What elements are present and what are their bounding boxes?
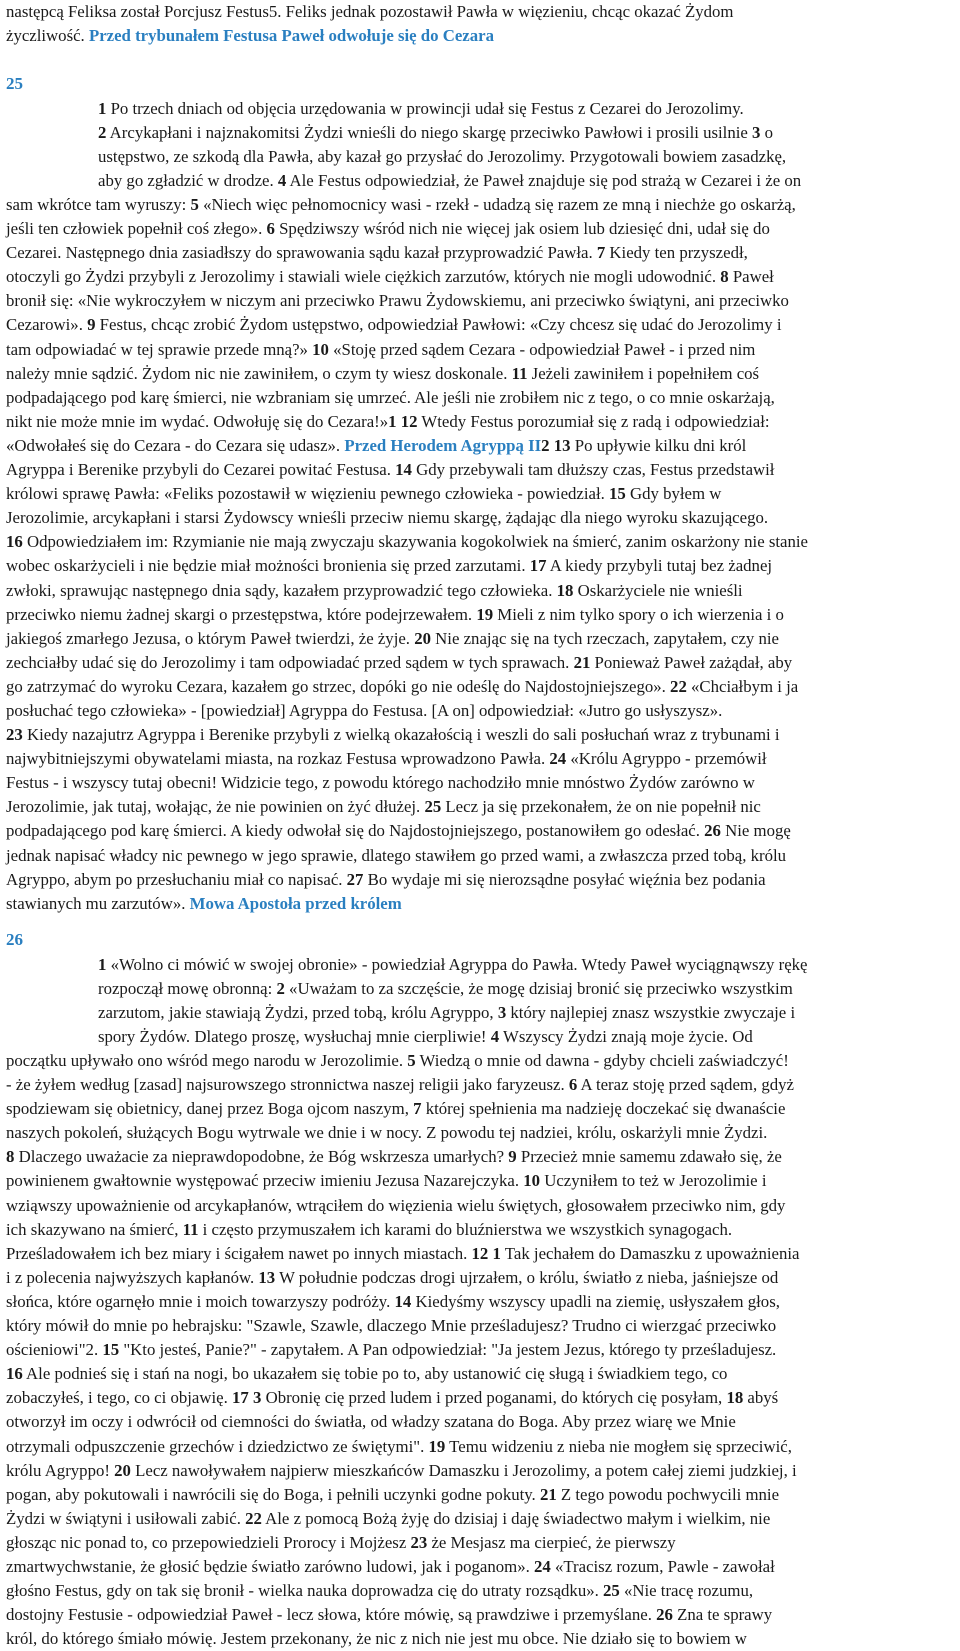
text-line: otrzymali odpuszczenie grzechów i dziedzictwo ze świętymi". 19 Temu widzeniu z nieba nie mogłem się sprzeciwić, bbox=[6, 1436, 792, 1456]
text-line: podpadającego pod karę śmierci. A kiedy odwołał się do Najdostojniejszego, postanowiłem go odesłać. 26 Nie mogę bbox=[6, 821, 791, 841]
intro-paragraph bbox=[6, 0, 956, 48]
text-line: otworzył im oczy i odwrócił od ciemności do światła, od władzy szatana do Boga. Aby przez wiarę we Mnie bbox=[6, 1412, 736, 1432]
text-line: 2 Arcykapłani i najznakomitsi Żydzi wnieśli do niego skargę przeciwko Pawłowi i prosili usilnie 3 o bbox=[98, 123, 774, 143]
chapter-label: 26 bbox=[6, 930, 23, 949]
text-line: słońca, które ogarnęło mnie i moich towarzyszy podróży. 14 Kiedyśmy wszyscy upadli na ziemię, usłyszałem głos, bbox=[6, 1291, 780, 1311]
text-line: posłuchać tego człowieka» - [powiedział] Agryppa do Festusa. [A on] odpowiedział: «Jutro go usłyszysz». bbox=[6, 700, 723, 720]
text-line: spodziewam się obietnicy, danej przez Boga ojcom naszym, 7 której spełnienia ma nadzieję doczekać się dwanaście bbox=[6, 1099, 786, 1119]
text-line: naszych pokoleń, służących Bogu wytrwale we dnie i w nocy. Z powodu tej nadziei, królu, oskarżyli mnie Żydzi. bbox=[6, 1123, 768, 1143]
section-heading-mowa: Mowa Apostoła przed królem bbox=[189, 893, 402, 913]
text-line: pogan, aby pokutowali i nawrócili się do Boga, i pełnili uczynki godne pokuty. 21 Z tego powodu pochwycili mnie bbox=[6, 1484, 780, 1504]
section-heading-herod: Przed Herodem Agryppą II bbox=[344, 435, 542, 455]
text-line: spory Żydów. Dlatego proszę, wysłuchaj mnie cierpliwie! 4 Wszyscy Żydzi znają moje życie. Od bbox=[98, 1027, 753, 1047]
text-line: wziąwszy upoważnienie od arcykapłanów, wtrąciłem do więzienia wielu świętych, głosowałem przeciwko nim, gdy bbox=[6, 1195, 786, 1215]
text-line: rozpoczął mowę obronną: 2 «Uważam to za szczęście, że mogę dzisiaj bronić się przeciwko wszystkim bbox=[98, 979, 793, 999]
text-line: - że żyłem według [zasad] najsurowszego stronnictwa naszej religii jako faryzeusz. 6 A teraz stoję przed sądem, gdyż bbox=[6, 1075, 794, 1095]
text-line: królu Agryppo! 20 Lecz nawoływałem najpierw mieszkańców Damaszku i Jerozolimy, a potem całej ziemi judzkiej, i bbox=[6, 1460, 797, 1480]
text-line: zwłoki, sprawując następnego dnia sądy, kazałem przyprowadzić tego człowieka. 18 Oskarżyciele nie wnieśli bbox=[6, 580, 743, 600]
text-line: bronił się: «Nie wykroczyłem w niczym ani przeciwko Prawu Żydowskiemu, ani przeciwko świątyni, ani przeciwko bbox=[6, 291, 789, 311]
text-line: król, do którego śmiało mówię. Jestem przekonany, że nic z nich nie jest mu obce. Nie działo się to bowiem w bbox=[6, 1629, 747, 1649]
text-line: początku upływało ono wśród mego narodu w Jerozolimie. 5 Wiedzą o mnie od dawna - gdyby chcieli zaświadczyć! bbox=[6, 1051, 789, 1070]
text-line: i z polecenia najwyższych kapłanów. 13 W południe podczas drogi ujrzałem, o królu, światło z nieba, jaśniejsze od bbox=[6, 1267, 779, 1287]
text-line: jednak napisać władcy nic pewnego w jego sprawie, dlatego stawiłem go przed wami, a zwłaszcza przed tobą, królu bbox=[6, 845, 787, 865]
text-line: który mówił do mnie po hebrajsku: "Szawle, Szawle, dlaczego Mnie prześladujesz? Trudno ci wierzgać przeciwko bbox=[6, 1316, 777, 1336]
text-line-part: 2 13 Po upływie kilku dni król bbox=[541, 435, 747, 455]
text-line: ustępstwo, ze szkodą dla Pawła, aby kazał go przysłać do Jerozolimy. Przygotowali bowiem zasadzkę, bbox=[98, 147, 787, 167]
text-line: następcą Feliksa został Porcjusz Festus5. Feliks jednak pozostawił Pawła w więzieniu, chcąc okazać Żydom bbox=[6, 2, 734, 21]
text-line: najwybitniejszymi obywatelami miasta, na rozkaz Festusa wprowadzono Pawła. 24 «Królu Agryppo - przemówił bbox=[6, 749, 767, 769]
text-line-part: «Odwołałeś się do Cezara - do Cezara się udasz». bbox=[6, 435, 341, 455]
text-line: go zatrzymać do wyroku Cezara, kazałem go strzec, dopóki go nie odeślę do Najdostojniejszego». 22 «Chciałbym i ja bbox=[6, 676, 799, 696]
chapter-26-indented bbox=[98, 953, 960, 1049]
text-line: głośno Festus, gdy on tak się bronił - wielka nauka doprowadza cię do utraty rozsądku». 25 «Nie tracę rozumu, bbox=[6, 1581, 754, 1601]
text-line: zmartwychwstanie, że głosić będzie światło zarówno ludowi, jak i poganom». 24 «Tracisz rozum, Pawle - zawołał bbox=[6, 1556, 775, 1576]
text-line: Agryppo, abym po przesłuchaniu miał co napisać. 27 Bo wydaje mi się nierozsądne posyłać więźnia bez podania bbox=[6, 869, 766, 889]
text-line bbox=[6, 24, 956, 48]
text-line: 16 Odpowiedziałem im: Rzymianie nie mają zwyczaju skazywania kogokolwiek na śmierć, zanim oskarżony nie stanie bbox=[6, 532, 808, 552]
chapter-25-indented bbox=[98, 97, 960, 193]
chapter-number-25 bbox=[6, 72, 956, 96]
text-line: aby go zgładzić w drodze. 4 Ale Festus odpowiedział, że Paweł znajduje się pod strażą w Cezarei i że on bbox=[98, 171, 802, 191]
text-line: ich skazywano na śmierć, 11 i często przymuszałem ich karami do bluźnierstwa we wszystkich synagogach. bbox=[6, 1219, 733, 1239]
text-line: Agryppa i Berenike przybyli do Cezarei powitać Festusa. 14 Gdy przebywali tam dłuższy czas, Festus przedstawił bbox=[6, 460, 775, 480]
text-line: 23 Kiedy nazajutrz Agryppa i Berenike przybyli z wielką okazałością i weszli do sali posłuchań wraz z trybunami i bbox=[6, 725, 780, 745]
text-line: Jerozolimie, jak tutaj, wołając, że nie powinien on żyć dłużej. 25 Lecz ja się przekonałem, że on nie popełnił nic bbox=[6, 797, 761, 817]
text-line: Prześladowałem ich bez miary i ścigałem nawet po innych miastach. 12 1 Tak jechałem do Damaszku z upoważnienia bbox=[6, 1243, 800, 1263]
text-line: 1 «Wolno ci mówić w swojej obronie» - powiedział Agryppa do Pawła. Wtedy Paweł wyciągnąwszy rękę bbox=[98, 955, 808, 974]
text-line-part: stawianych mu zarzutów». bbox=[6, 893, 186, 913]
chapter-label: 25 bbox=[6, 74, 23, 93]
text-line: przeciwko niemu żadnej skargi o przestępstwa, które podejrzewałem. 19 Mieli z nim tylko spory o ich wierzenia i o bbox=[6, 604, 784, 624]
text-line-part: życzliwość. bbox=[6, 26, 85, 46]
text-line: sam wkrótce tam wyruszy: 5 «Niech więc pełnomocnicy wasi - rzekł - udadzą się razem ze mną i niechże go oskarżą, bbox=[6, 195, 796, 214]
text-line: Cezarowi». 9 Festus, chcąc zrobić Żydom ustępstwo, odpowiedział Pawłowi: «Czy chcesz się udać do Jerozolimy i bbox=[6, 315, 782, 335]
text-line: królowi sprawę Pawła: «Feliks pozostawił w więzieniu pewnego człowieka - powiedział. 15 Gdy byłem w bbox=[6, 484, 722, 504]
text-line: zechciałby udać się do Jerozolimy i tam odpowiadać przed sądem w tych sprawach. 21 Ponieważ Paweł zażądał, aby bbox=[6, 652, 793, 672]
chapter-26-body bbox=[6, 1049, 956, 1651]
text-line: głosząc nic ponad to, co przepowiedzieli Prorocy i Mojżesz 23 że Mesjasz ma cierpieć, że pierwszy bbox=[6, 1532, 676, 1552]
text-line: należy mnie sądzić. Żydom nic nie zawiniłem, o czym ty wiesz doskonale. 11 Jeżeli zawiniłem i popełniłem coś bbox=[6, 363, 760, 383]
text-line: otoczyli go Żydzi przybyli z Jerozolimy i stawiali wiele ciężkich zarzutów, których nie mogli udowodnić. 8 Paweł bbox=[6, 267, 774, 287]
text-line: wobec oskarżycieli i nie będzie miał możności bronienia się przed zarzutami. 17 A kiedy przybyli tutaj bez żadnej bbox=[6, 556, 773, 576]
text-line bbox=[6, 892, 956, 916]
text-line: powinienem gwałtownie występować przeciw imieniu Jezusa Nazarejczyka. 10 Uczyniłem to też w Jerozolimie i bbox=[6, 1171, 767, 1191]
text-line bbox=[6, 434, 956, 458]
text-line: jakiegoś zmarłego Jezusa, o którym Paweł twierdzi, że żyje. 20 Nie znając się na tych rzeczach, zapytałem, czy nie bbox=[6, 628, 779, 648]
section-heading-festus: Przed trybunałem Festusa Paweł odwołuje się do Cezara bbox=[88, 26, 494, 46]
text-line: podpadającego pod karę śmierci, nie wzbraniam się umrzeć. Ale jeśli nie zrobiłem nic z tego, o co mnie oskarżają, bbox=[6, 387, 775, 407]
text-line: Jerozolimie, arcykapłani i starsi Żydowscy wnieśli przeciw niemu skargę, żądając dla niego wyroku skazującego. bbox=[6, 508, 769, 528]
chapter-25-body bbox=[6, 193, 956, 916]
text-line: 16 Ale podnieś się i stań na nogi, bo ukazałem się tobie po to, aby ustanowić cię sługą i świadkiem tego, co bbox=[6, 1364, 728, 1384]
text-line: 1 Po trzech dniach od objęcia urzędowania w prowincji udał się Festus z Cezarei do Jerozolimy. bbox=[98, 99, 744, 118]
text-line: tam odpowiadać w tej sprawie przede mną?» 10 «Stoję przed sądem Cezara - odpowiedział Paweł - i przed nim bbox=[6, 339, 756, 359]
chapter-number-26 bbox=[6, 928, 956, 952]
text-line: Żydzi w świątyni i usiłowali zabić. 22 Ale z pomocą Bożą żyję do dzisiaj i daję świadectwo małym i wielkim, nie bbox=[6, 1508, 771, 1528]
text-line: jeśli ten człowiek popełnił coś złego». 6 Spędziwszy wśród nich nie więcej jak osiem lub dziesięć dni, udał się do bbox=[6, 219, 770, 239]
text-line: dostojny Festusie - odpowiedział Paweł - lecz słowa, które mówię, są prawdziwe i przemyślane. 26 Zna te sprawy bbox=[6, 1605, 773, 1625]
text-line: ościeniowi"2. 15 "Kto jesteś, Panie?" - zapytałem. A Pan odpowiedział: "Ja jestem Jezus, którego ty prześladujesz. bbox=[6, 1340, 777, 1360]
text-line: Festus - i wszyscy tutaj obecni! Widzicie tego, z powodu którego nachodziło mnie mnóstwo Żydów zarówno w bbox=[6, 773, 755, 793]
text-line: nikt nie może mnie im wydać. Odwołuję się do Cezara!»1 12 Wtedy Festus porozumiał się z radą i odpowiedział: bbox=[6, 411, 770, 431]
text-line: zarzutom, jakie stawiają Żydzi, przed tobą, królu Agryppo, 3 który najlepiej znasz wszystkie zwyczaje i bbox=[98, 1003, 796, 1023]
text-line: zobaczyłeś, i tego, co ci objawię. 17 3 Obronię cię przed ludem i przed poganami, do których cię posyłam, 18 abyś bbox=[6, 1388, 779, 1408]
text-line: Cezarei. Następnego dnia zasiadłszy do sprawowania sądu kazał przyprowadzić Pawła. 7 Kiedy ten przyszedł, bbox=[6, 243, 748, 263]
text-line: 8 Dlaczego uważacie za nieprawdopodobne, że Bóg wskrzesza umarłych? 9 Przecież mnie samemu zdawało się, że bbox=[6, 1147, 782, 1167]
